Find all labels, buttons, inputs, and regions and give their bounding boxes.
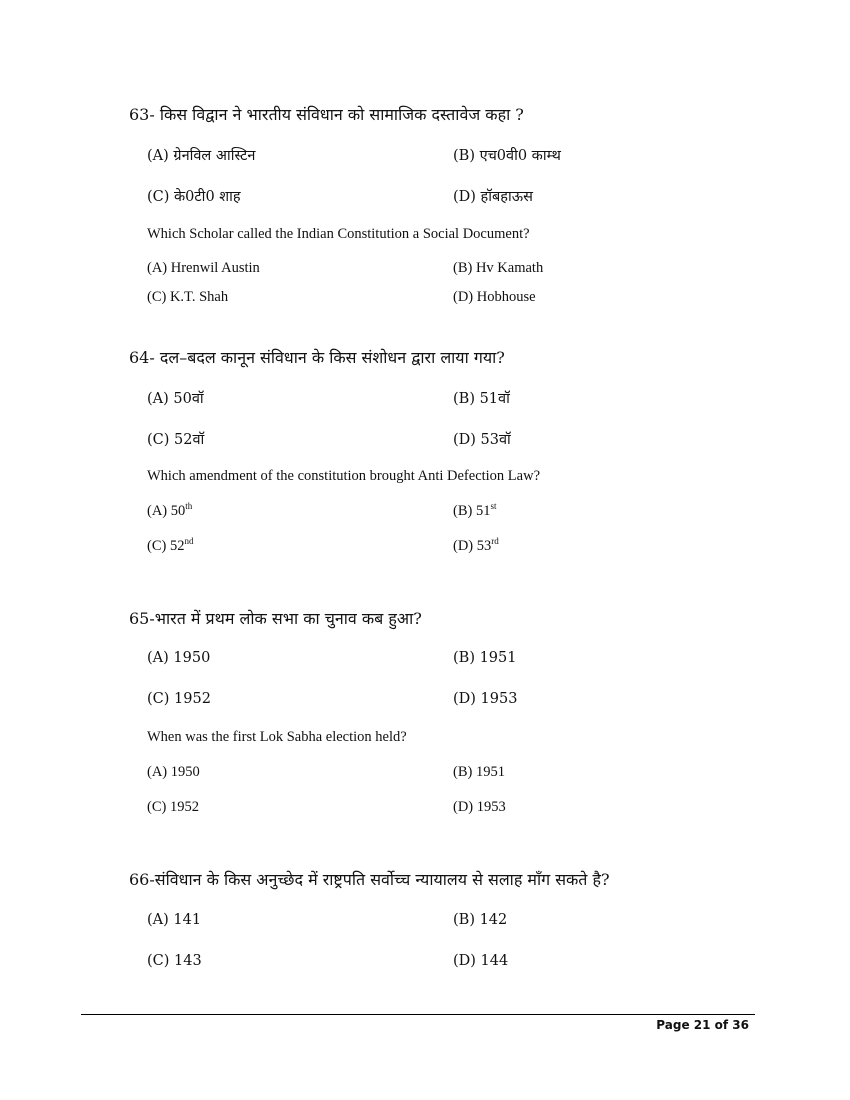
q66-hindi-option-d: (D) 144 — [453, 953, 509, 969]
q66-hindi-option-b: (B) 142 — [453, 912, 508, 928]
q65-hindi-option-b: (B) 1951 — [453, 650, 517, 666]
q63-hindi-option-a: (A) ग्रेनविल आस्टिन — [147, 148, 256, 164]
question-63-hindi: 63- किस विद्वान ने भारतीय संविधान को सामाजिक दस्तावेज कहा ? — [129, 105, 524, 124]
question-64-english: Which amendment of the constitution brought Anti Defection Law? — [147, 468, 541, 484]
question-65-hindi: 65-भारत में प्रथम लोक सभा का चुनाव कब हुआ? — [129, 609, 422, 628]
q65-english-option-a: (A) 1950 — [147, 764, 200, 780]
q64-english-option-d: (D) 53rd — [453, 536, 499, 554]
q65-hindi-option-d: (D) 1953 — [453, 691, 518, 707]
q63-hindi-option-b: (B) एच0वी0 काम्थ — [453, 148, 561, 164]
q66-hindi-option-c: (C) 143 — [147, 953, 202, 969]
q63-english-option-a: (A) Hrenwil Austin — [147, 260, 260, 276]
q65-english-option-b: (B) 1951 — [453, 764, 505, 780]
q64-hindi-option-c: (C) 52वॉ — [147, 432, 205, 448]
q65-hindi-option-a: (A) 1950 — [147, 650, 211, 666]
q64-english-option-a: (A) 50th — [147, 501, 193, 519]
q65-english-option-d: (D) 1953 — [453, 799, 506, 815]
q64-english-option-b: (B) 51st — [453, 501, 497, 519]
page-number: Page 21 of 36 — [656, 1018, 749, 1032]
q63-hindi-option-d: (D) हॉबहाऊस — [453, 189, 533, 205]
q64-english-option-c: (C) 52nd — [147, 536, 194, 554]
question-65-english: When was the first Lok Sabha election held? — [147, 729, 407, 745]
q64-hindi-option-d: (D) 53वॉ — [453, 432, 511, 448]
question-66-hindi: 66-संविधान के किस अनुच्छेद में राष्ट्रपति सर्वोच्च न्यायालय से सलाह माँग सकते है? — [129, 870, 610, 889]
question-64-hindi: 64- दल–बदल कानून संविधान के किस संशोधन द्वारा लाया गया? — [129, 348, 505, 367]
q66-hindi-option-a: (A) 141 — [147, 912, 202, 928]
question-63-english: Which Scholar called the Indian Constitution a Social Document? — [147, 226, 530, 242]
q63-english-option-c: (C) K.T. Shah — [147, 289, 229, 305]
q63-hindi-option-c: (C) के0टी0 शाह — [147, 189, 241, 205]
q63-english-option-b: (B) Hv Kamath — [453, 260, 544, 276]
q65-hindi-option-c: (C) 1952 — [147, 691, 211, 707]
q64-hindi-option-a: (A) 50वॉ — [147, 391, 204, 407]
footer-divider — [81, 1014, 755, 1015]
q63-english-option-d: (D) Hobhouse — [453, 289, 536, 305]
q64-hindi-option-b: (B) 51वॉ — [453, 391, 510, 407]
q65-english-option-c: (C) 1952 — [147, 799, 199, 815]
